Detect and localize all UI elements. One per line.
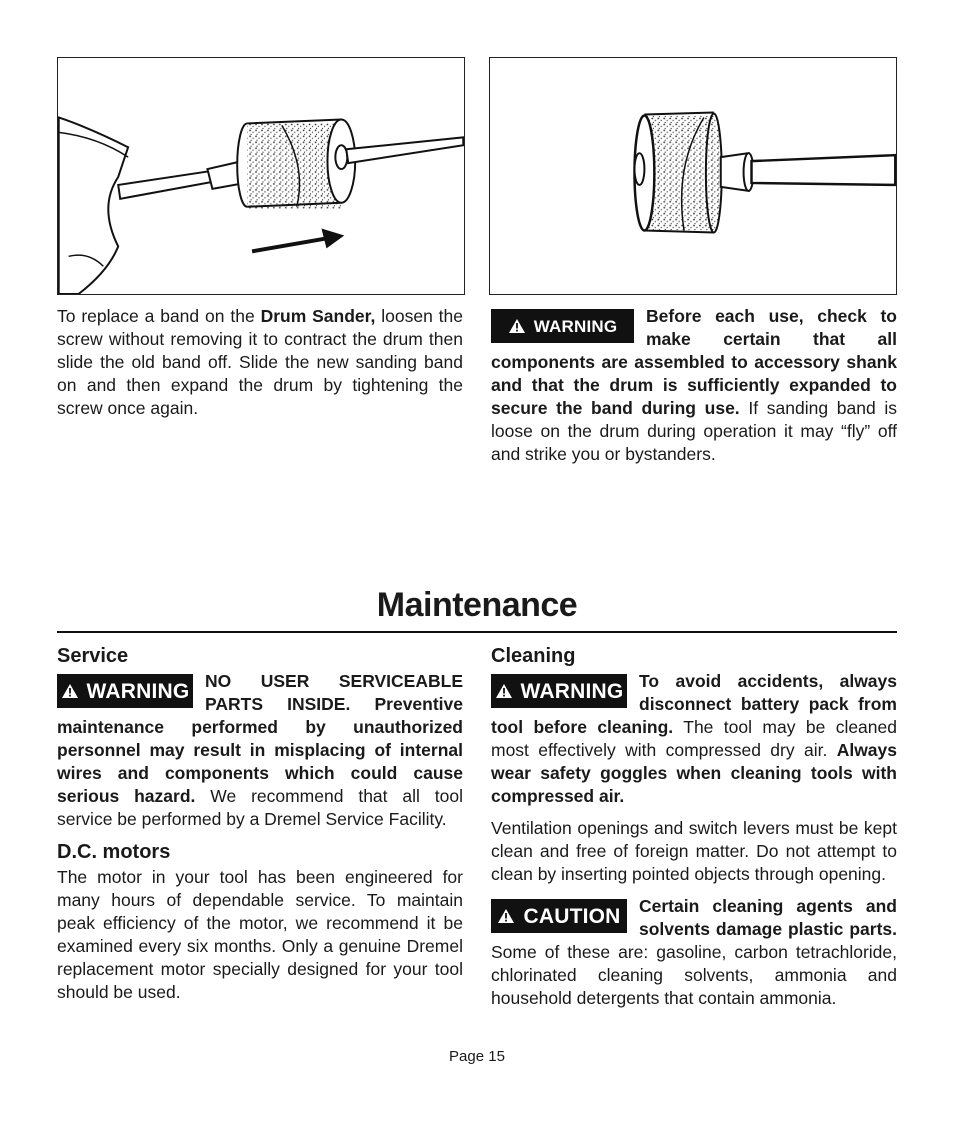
drum-sander-instructions bbox=[57, 305, 463, 420]
caution-bold-text: Certain cleaning agents and solvents damage plastic parts. bbox=[639, 896, 897, 939]
instr-text-bold: Drum Sander, bbox=[260, 306, 376, 326]
caution-normal-text: Some of these are: gasoline, carbon tetrachloride, chlorinated cleaning solvents, ammonia and household detergents that contain ammonia. bbox=[491, 942, 897, 1008]
service-heading: Service bbox=[57, 645, 129, 667]
service-bold-text: NO USER SERVICEABLE PARTS INSIDE. Preventive maintenance performed by unauthorized personnel may result in misplacing of internal wires and components which could cause serious hazard. bbox=[57, 671, 463, 806]
drum-sander-band-figure bbox=[57, 57, 465, 295]
warning-triangle-icon bbox=[61, 683, 79, 699]
drum-sander-warning bbox=[491, 305, 897, 466]
warning-bold-text: Before each use, check to make certain that all components are assembled to accessory shank and that the drum is sufficiently expanded to secure the band during use. bbox=[491, 306, 897, 418]
section-divider bbox=[57, 631, 897, 633]
caution-badge bbox=[491, 899, 627, 933]
maintenance-title: Maintenance bbox=[376, 586, 578, 624]
warning-triangle-icon bbox=[497, 908, 515, 924]
warning-badge bbox=[491, 309, 634, 343]
cleaning-warning-label: WARNING bbox=[520, 679, 624, 703]
drum-sander-band-illustration bbox=[58, 58, 464, 294]
ventilation-text: Ventilation openings and switch levers must be kept clean and free of foreign matter. Do not attempt to clean by inserting pointed objects through opening. bbox=[491, 818, 897, 884]
warning-triangle-icon bbox=[495, 683, 513, 699]
service-column bbox=[57, 644, 463, 1004]
drum-sander-accessory-illustration bbox=[490, 58, 896, 294]
warning-badge-label: WARNING bbox=[533, 316, 618, 336]
page-number: Page 15 bbox=[449, 1048, 505, 1065]
warning-triangle-icon bbox=[508, 318, 526, 334]
warning-normal-text: If sanding band is loose on the drum during operation it may “fly” off and strike you or bystanders. bbox=[491, 398, 897, 464]
instr-text-a: To replace a band on the bbox=[57, 306, 261, 326]
caution-badge-label: CAUTION bbox=[523, 904, 621, 928]
dc-motors-text: The motor in your tool has been engineered for many hours of dependable service. To maintain peak efficiency of the motor, we recommend it be examined every six months. Only a genuine Dremel replacement motor specially designed for your tool should be used. bbox=[57, 867, 463, 1002]
drum-sander-accessory-figure bbox=[489, 57, 897, 295]
cleaning-normal-a: The tool may be cleaned most effectively with compressed dry air. bbox=[491, 717, 897, 760]
service-warning-label: WARNING bbox=[86, 679, 190, 703]
cleaning-heading: Cleaning bbox=[491, 645, 576, 667]
instr-text-b: loosen the screw without removing it to contract the drum then slide the old band off. Slide the new sanding band on and then expand the drum by tightening the screw once again. bbox=[57, 306, 463, 418]
service-warning-badge bbox=[57, 674, 193, 708]
service-normal-text: We recommend that all tool service be performed by a Dremel Service Facility. bbox=[57, 786, 463, 829]
cleaning-bold-a: To avoid accidents, always disconnect battery pack from tool before cleaning. bbox=[491, 671, 897, 737]
cleaning-bold-b: Always wear safety goggles when cleaning tools with compressed air. bbox=[491, 740, 897, 806]
dc-motors-heading: D.C. motors bbox=[57, 841, 171, 863]
cleaning-warning-badge bbox=[491, 674, 627, 708]
cleaning-column bbox=[491, 644, 897, 1010]
